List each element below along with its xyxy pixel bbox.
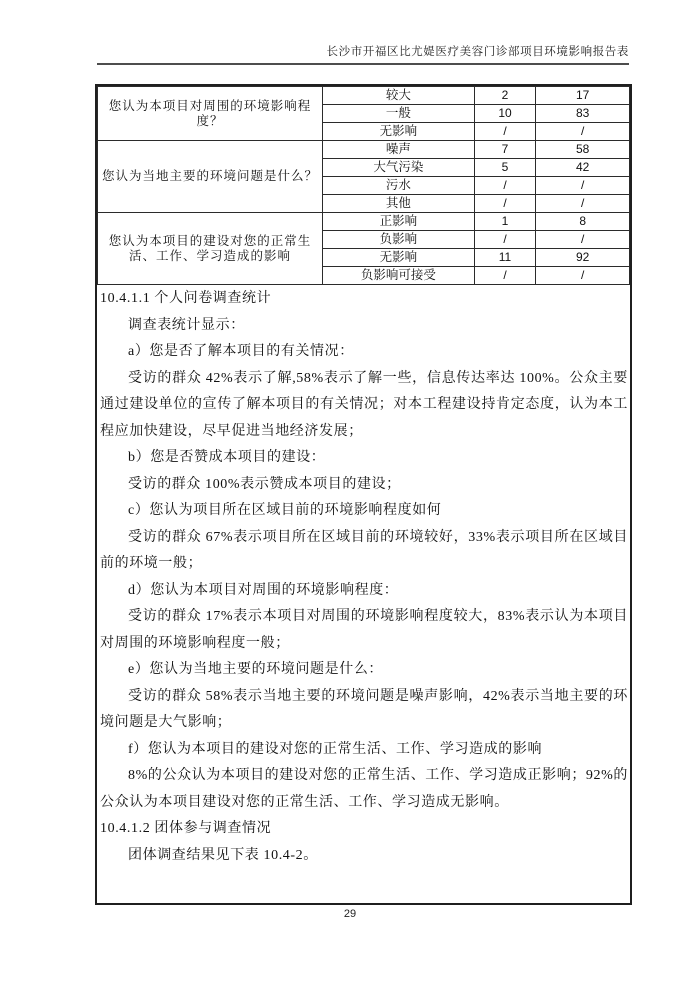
paragraph: e）您认为当地主要的环境问题是什么： (128, 662, 384, 677)
option-cell: 其他 (323, 195, 475, 213)
paragraph: f）您认为本项目的建设对您的正常生活、工作、学习造成的影响 (128, 741, 543, 757)
survey-table-body (98, 87, 630, 285)
option-cell: 一般 (323, 105, 475, 123)
paragraph: d）您认为本项目对周围的环境影响程度： (128, 582, 399, 598)
percent-cell: / (536, 267, 630, 285)
percent-cell: / (536, 231, 630, 249)
paragraph: a）您是否了解本项目的有关情况： (128, 344, 354, 359)
question-cell: 您认为本项目对周围的环境影响程度？ (98, 87, 323, 141)
count-cell: 1 (474, 213, 536, 231)
count-cell: 5 (474, 159, 536, 177)
percent-cell: 83 (536, 105, 630, 123)
paragraph: 受访的群众 42%表示了解,58%表示了解一些，信息传达率达 100%。公众主要通过建设单位的宣传了解本项目的有关情况；对本工程建设持肯定态度，认为本工程应加快建设，尽早促进当地经济发展； (100, 370, 628, 439)
count-cell: 10 (474, 105, 536, 123)
body-text (97, 285, 630, 869)
percent-cell: 8 (536, 213, 630, 231)
survey-results-table (97, 86, 630, 285)
paragraph: 8%的公众认为本项目的建设对您的正常生活、工作、学习造成正影响；92%的公众认为本项目建设对您的正常生活、工作、学习造成无影响。 (100, 768, 628, 810)
percent-cell: 92 (536, 249, 630, 267)
option-cell: 负影响 (323, 231, 475, 249)
percent-cell: / (536, 123, 630, 141)
count-cell: 11 (474, 249, 536, 267)
percent-cell: / (536, 195, 630, 213)
option-cell: 较大 (323, 87, 475, 105)
option-cell: 污水 (323, 177, 475, 195)
count-cell: / (474, 123, 536, 141)
count-cell: 2 (474, 87, 536, 105)
option-cell: 噪声 (323, 141, 475, 159)
table-row (98, 87, 630, 105)
paragraph: 受访的群众 58%表示当地主要的环境问题是噪声影响，42%表示当地主要的环境问题是大气影响； (100, 688, 628, 730)
section-heading: 10.4.1.1 个人问卷调查统计 (100, 291, 272, 306)
question-cell: 您认为本项目的建设对您的正常生活、工作、学习造成的影响 (98, 213, 323, 285)
option-cell: 无影响 (323, 123, 475, 141)
page-header-title: 长沙市开福区比尤媞医疗美容门诊部项目环境影响报告表 (326, 46, 629, 58)
question-cell: 您认为当地主要的环境问题是什么？ (98, 141, 323, 213)
paragraph: 受访的群众 100%表示赞成本项目的建设； (128, 476, 401, 492)
section-heading: 10.4.1.2 团体参与调查情况 (100, 821, 272, 836)
paragraph: 调查表统计显示： (128, 317, 245, 333)
content-frame (95, 84, 632, 905)
count-cell: 7 (474, 141, 536, 159)
page-number: 29 (343, 908, 357, 920)
paragraph: 受访的群众 67%表示项目所在区域目前的环境较好，33%表示项目所在区域目前的环境一般； (100, 529, 628, 571)
count-cell: / (474, 231, 536, 249)
paragraph: c）您认为项目所在区域目前的环境影响程度如何 (128, 503, 442, 518)
option-cell: 负影响可接受 (323, 267, 475, 285)
percent-cell: 58 (536, 141, 630, 159)
header-rule (97, 63, 629, 65)
option-cell: 正影响 (323, 213, 475, 231)
paragraph: 受访的群众 17%表示本项目对周围的环境影响程度较大，83%表示认为本项目对周围的环境影响程度一般； (100, 609, 628, 651)
option-cell: 无影响 (323, 249, 475, 267)
count-cell: / (474, 267, 536, 285)
count-cell: / (474, 177, 536, 195)
percent-cell: / (536, 177, 630, 195)
option-cell: 大气污染 (323, 159, 475, 177)
table-row (98, 141, 630, 159)
table-row (98, 213, 630, 231)
count-cell: / (474, 195, 536, 213)
percent-cell: 42 (536, 159, 630, 177)
paragraph: 团体调查结果见下表 10.4-2。 (128, 847, 318, 863)
percent-cell: 17 (536, 87, 630, 105)
paragraph: b）您是否赞成本项目的建设： (128, 450, 326, 465)
